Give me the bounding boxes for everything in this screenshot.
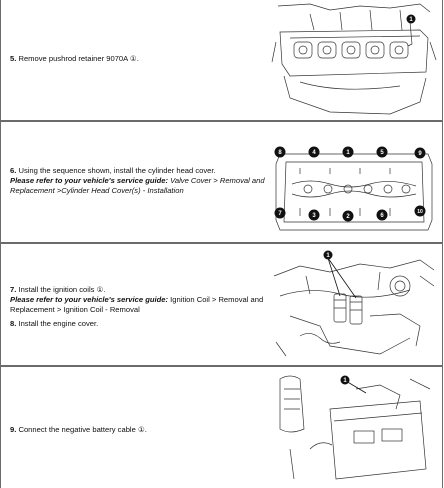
sequence-8: 8 (278, 150, 282, 156)
step-5-text (10, 54, 265, 64)
sequence-callout-layer (270, 144, 438, 240)
sequence-2: 2 (346, 214, 350, 220)
callout-ref: ① (137, 425, 145, 434)
step-6-text (10, 166, 265, 196)
callout-1-label: 1 (343, 378, 347, 384)
service-guide-link[interactable]: Ignition Coil > Removal and Replacement > Ignition Coil - Removal (10, 295, 264, 314)
step-end-punct: . (144, 425, 147, 434)
step-number: 5. (10, 54, 17, 63)
service-guide-label: Please refer to your vehicle's service guide: (10, 295, 168, 304)
step-number: 7. (10, 285, 17, 294)
step-number-8: 8. (10, 319, 17, 328)
sequence-7: 7 (278, 211, 282, 217)
step-number: 9. (10, 425, 17, 434)
battery-cable-figure (270, 369, 438, 485)
step-instruction: Install the ignition coils (18, 285, 97, 294)
step-instruction: Remove pushrod retainer 9070A (18, 54, 130, 63)
callout-ref: ① (129, 54, 137, 63)
sequence-4: 4 (312, 150, 316, 156)
step-9-text (10, 425, 265, 435)
service-guide-link[interactable]: Valve Cover > Removal and Replacement >Cylinder Head Cover(s) - Installation (10, 176, 265, 195)
sequence-1: 1 (346, 150, 350, 156)
step-instruction: Connect the negative battery cable (18, 425, 138, 434)
head-cover-sequence-figure (270, 144, 438, 240)
sequence-5: 5 (380, 150, 384, 156)
step-row-7-8 (0, 243, 443, 366)
figure-callout-layer (270, 246, 438, 362)
step-end-punct: . (103, 285, 106, 294)
service-guide-label: Please refer to your vehicle's service guide: (10, 176, 168, 185)
callout-1-label: 1 (326, 253, 330, 259)
sequence-9: 9 (418, 151, 422, 157)
engine-pushrod-figure (270, 2, 438, 118)
sequence-10: 10 (417, 209, 423, 215)
step-number: 6. (10, 166, 17, 175)
step-end-punct: . (136, 54, 139, 63)
callout-1-label: 1 (409, 17, 413, 23)
step-row-6 (0, 121, 443, 243)
step-instruction: Using the sequence shown, install the cylinder head cover. (18, 166, 216, 175)
step-row-9 (0, 366, 443, 488)
figure-callout-layer (270, 2, 438, 118)
step-instruction-8: Install the engine cover. (18, 319, 99, 328)
callout-ref: ① (96, 285, 104, 294)
step-row-5 (0, 0, 443, 121)
sequence-3: 3 (312, 213, 316, 219)
sequence-6: 6 (380, 213, 384, 219)
step-7-8-text (10, 285, 265, 329)
ignition-coil-figure (270, 246, 438, 362)
figure-callout-layer (270, 369, 438, 485)
